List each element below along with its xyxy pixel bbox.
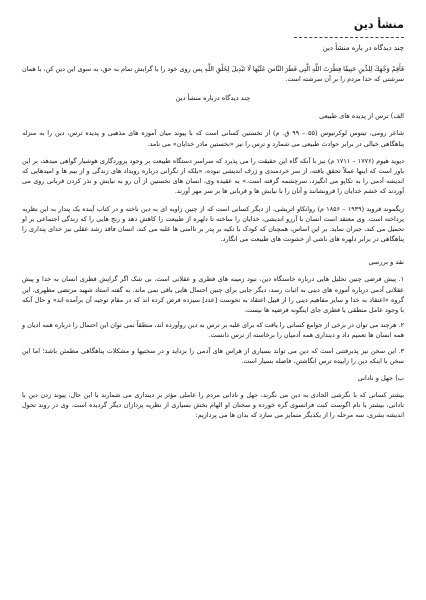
quran-verse: فَأَقِمْ وَجْهَكَ لِلدِّينِ حَنِيفًا فِطْرَتَ اللَّهِ الَّتِي فَطَرَ النَّاسَ عَلَيْهَا لَا تَبْدِيلَ لِخَلْقِ اللَّهِ پس روی خود را با گرایش تمام به حق، به سوی این دین کن، با همان سرشتی که خدا مردم را بر آن سرشته است.: [22, 65, 404, 84]
title-divider: [294, 37, 404, 38]
critique-item-1: ۱. پیش فرضی چنین تحلیل هایی درباره خاستگاه دین، نبود زمینه های فطری و عقلانی است. بی شک اگر گرایش فطری انسان به خدا و پیش عقلانی آدمی درباره آموزه های دینی به اثبات رسد، دیگر جایی برای چنین احتمال هایی باقی نمی ماند. به گفته استاد شهید مرتضی مطهری، این گروه «اعتقاد به خدا و سایر مفاهیم دینی را از قبیل اعتقاد به نحوست [عدد] سیزده فرض کرده اند که در مقام توجیه آن برآمده اند» و حال آنکه با وجود عامل منطقی یا فطری جای اینگونه فرضیه ها نیست.: [22, 275, 404, 315]
critique-item-3: ۳. این سخن نیز پذیرفتنی است که دین می تواند بسیاری از هراس های آدمی را بزداید و در سختیها و مشکلات پناهگاهی مطمئن باشد؛ اما این سخن با اینکه دین را زاییده ترس انگاشتن، فاصله بسیار است.: [22, 346, 404, 365]
page-subtitle: چند دیدگاه در باره منشأ دین: [322, 44, 404, 52]
part-a-title: الف) ترس از پدیده های طبیعی: [319, 112, 404, 121]
section-heading: چند دیدگاه درباره منشأ دین: [175, 94, 251, 103]
part-b-paragraph-1: بیشتر کسانی که با نگرشی الحادی به دین می نگرند، جهل و نادانی مردم را عاملی مؤثر بر دینداری می شمارند با این حال، پیوند زدن دین با نادانی، بیشتر با نام اگوست کنت فرانسوی گره خورده و سخنان او الهام بخش بسیاری از نظریه پردازان دیگر گردیده است. وی در روند تحول اندیشه بشری، سه مرحله را از یکدیگر متمایز می سازد که بدان ها می پردازیم:: [22, 391, 404, 420]
critique-list: [22, 274, 404, 366]
part-a-paragraph-1: شاعر رومی، تیتوس لوکرتیوس (۵۵ – ۹۹ ق. م) از نخستین کسانی است که با پیوند میان آموزه های مذهبی و پدیده ترس، دین را به منزله پناهگاهی خیالی در برابر حوادث طبیعی می شمارد و ترس را نیز «نخستین مادر خدایان» می نامد.: [22, 129, 405, 148]
critique-title: نقد و بررسی: [368, 258, 404, 267]
part-a-paragraph-2: دیوید هیوم (۱۷۷۶ – ۱۷۱۱ م) نیز با آنکه گاه این حقیقت را می پذیرد که سراسر دستگاه طبیعت بر وجود پروردگاری هوشیار گواهی میدهد، بر این باور است که اینها عملاً تحقق یافته، از سر خردمندی و ژرف اندیشی نبوده، «بلکه از نگرانی درباره رویداد های زندگی و از بیم ها و امیدهایی که اندیشه آدمی را به تکاپو می انگیزد، سرچشمه گرفته است.» به عقیده وی، انسان های نخستین از آن رو به نیایش و نذر کردن قربانی روی می آوردند که خشم خدایان را فرونشانند و آنان را با نیایش ها و قربانی ها بر سر مهر آورند.: [22, 156, 404, 196]
part-a-paragraph-3: زیگموند فروید (۱۹۳۹ – ۱۸۵۶ م) روانکاو اتریشی، از دیگر کسانی است که از چنین زاویه ای به دین ناخته و در کتاب آینده یک پندار به این نظریه پرداخته است. وی معتقد است انسان با آرزو اندیشی، خدایان را ساخته تا دلهره از طبیعت را کاهش دهد و رنج هایی را که زندگی اجتماعی بر او تحمیل می کند، جبران نماید. بر این اساس، همچنان که کودک با تکیه بر پدر بر ناامنی ها غلبه می کند، انسان فاقد رشد عقلی نیز خدای پنداری را پناهگاهی در برابر دلهره های ناشی از خشونت های طبیعت می انگارد.: [22, 204, 404, 244]
part-b-title: ب) جهل و نادانی: [357, 374, 404, 383]
critique-item-2: ۲. هرچند می توان در برخی از جوامع کسانی را یافت که برای غلبه بر ترس به دین روآورده اند، منطقاً نمی توان این احتمال را درباره همه ادیان و همه انسان ها تعمیم داد و دینداری همه آدمیان را برخاسته از ترس دانست.: [22, 321, 404, 340]
page-title: منشأ دین: [353, 18, 404, 31]
